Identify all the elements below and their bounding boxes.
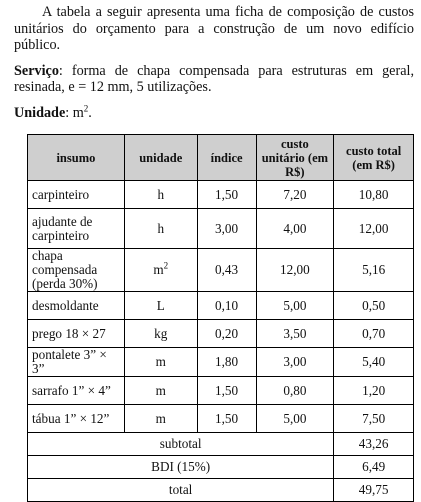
cell-insumo-text: ajudante de carpinteiro [32, 213, 93, 243]
cell-unidade [124, 377, 197, 405]
cell-insumo-text: pontalete 3” × 3” [32, 347, 107, 376]
summary-row-total [28, 479, 414, 502]
unidade-label: Unidade [14, 104, 66, 121]
cell-custo-total-text: 12,00 [358, 220, 389, 236]
cell-indice-text: 1,50 [215, 186, 239, 202]
cell-custo-unitario [256, 249, 334, 292]
cell-insumo [28, 377, 125, 405]
cell-unidade [124, 209, 197, 249]
cell-custo-total [334, 348, 414, 377]
cell-custo-unitario [256, 405, 334, 433]
cell-custo-total [334, 181, 414, 209]
servico-label: Serviço [14, 62, 59, 79]
cell-unidade-text: m [153, 262, 164, 277]
cell-unidade [124, 292, 197, 320]
header-custo-total: custo total (em R$) [334, 135, 414, 181]
table-row [28, 181, 414, 209]
cell-insumo-text: carpinteiro [32, 186, 90, 202]
cell-insumo [28, 249, 125, 292]
header-custo-unitario: custo unitário (em R$) [256, 135, 334, 181]
document-page [14, 4, 414, 121]
cell-custo-unitario-text: 3,00 [283, 354, 307, 369]
cell-insumo-text: desmoldante [32, 297, 99, 313]
table-body [28, 181, 414, 433]
cell-unidade-text: h [157, 220, 165, 236]
unidade-paragraph [14, 102, 414, 122]
cell-insumo [28, 181, 125, 209]
table-row [28, 209, 414, 249]
cell-custo-unitario [256, 348, 334, 377]
cell-indice-text: 0,43 [215, 262, 239, 277]
summary-label: total [28, 479, 334, 502]
cell-custo-total-text: 1,20 [362, 382, 386, 398]
table-row [28, 377, 414, 405]
cell-indice [197, 249, 256, 292]
cell-custo-total [334, 405, 414, 433]
cell-custo-total-text: 10,80 [358, 186, 389, 202]
cell-unidade-text: h [157, 186, 165, 202]
cell-unidade [124, 348, 197, 377]
cell-custo-total [334, 209, 414, 249]
table-row [28, 292, 414, 320]
cell-indice [197, 292, 256, 320]
servico-paragraph [14, 63, 414, 96]
cell-custo-unitario-text: 0,80 [283, 382, 307, 398]
cell-custo-total-text: 5,16 [362, 262, 386, 277]
cell-indice-text: 1,80 [215, 354, 239, 369]
cell-insumo [28, 209, 125, 249]
header-indice: índice [197, 135, 256, 181]
unidade-value: : m [65, 104, 84, 121]
cell-unidade [124, 181, 197, 209]
cell-indice-text: 0,20 [215, 325, 239, 341]
cell-custo-total-text: 0,50 [362, 297, 386, 313]
summary-row-subtotal [28, 433, 414, 456]
cell-custo-total [334, 320, 414, 348]
cell-indice [197, 377, 256, 405]
cell-custo-unitario [256, 292, 334, 320]
unidade-suffix: . [88, 104, 92, 121]
cell-custo-total [334, 292, 414, 320]
unidade-sup: 2 [83, 102, 89, 113]
cell-custo-unitario [256, 209, 334, 249]
cell-indice-text: 1,50 [215, 410, 239, 426]
cell-indice [197, 181, 256, 209]
cell-indice [197, 348, 256, 377]
cell-insumo [28, 320, 125, 348]
cell-indice [197, 405, 256, 433]
cell-unidade-text: m [155, 354, 166, 369]
cell-indice-text: 1,50 [215, 382, 239, 398]
cell-custo-unitario-text: 7,20 [283, 186, 307, 202]
table-header-row [28, 135, 414, 181]
cell-custo-unitario [256, 320, 334, 348]
cell-insumo-text: chapa compensada (perda 30%) [32, 248, 98, 291]
cell-custo-total [334, 249, 414, 292]
cell-insumo-text: tábua 1” × 12” [32, 410, 110, 426]
cell-unidade [124, 405, 197, 433]
summary-value: 43,26 [334, 433, 414, 456]
cost-composition-table [27, 134, 414, 502]
cell-custo-unitario-text: 5,00 [283, 297, 307, 313]
cell-custo-unitario-text: 5,00 [283, 410, 307, 426]
cell-custo-total-text: 5,40 [362, 354, 386, 369]
cell-custo-unitario-text: 12,00 [280, 262, 310, 277]
cell-custo-unitario [256, 377, 334, 405]
cell-unidade-text: m [155, 382, 166, 398]
cell-unidade-sup: 2 [163, 260, 169, 271]
servico-text: : forma de chapa compensada para estruturas em geral, resinada, e = 12 mm, 5 utilizações. [14, 62, 414, 95]
header-unidade: unidade [124, 135, 197, 181]
cell-indice-text: 0,10 [215, 297, 239, 313]
summary-label: subtotal [28, 433, 334, 456]
summary-row-bdi [28, 456, 414, 479]
table-row [28, 249, 414, 292]
intro-paragraph: A tabela a seguir apresenta uma ficha de composição de custos unitários do orçamento para a construção de um novo edifício público. [14, 4, 414, 53]
cell-insumo-text: sarrafo 1” × 4” [32, 382, 111, 398]
cell-custo-total-text: 7,50 [362, 410, 386, 426]
summary-value: 6,49 [334, 456, 414, 479]
cell-indice-text: 3,00 [215, 220, 239, 236]
cell-indice [197, 320, 256, 348]
cell-insumo-text: prego 18 × 27 [32, 325, 106, 341]
table-row [28, 320, 414, 348]
cell-insumo [28, 405, 125, 433]
cell-unidade [124, 249, 197, 292]
cell-custo-unitario-text: 3,50 [283, 325, 307, 341]
cell-indice [197, 209, 256, 249]
summary-value: 49,75 [334, 479, 414, 502]
header-insumo: insumo [28, 135, 125, 181]
cell-insumo [28, 292, 125, 320]
table-row [28, 348, 414, 377]
table-row [28, 405, 414, 433]
cell-custo-unitario-text: 4,00 [283, 220, 307, 236]
cell-unidade-text: L [156, 297, 165, 313]
summary-label: BDI (15%) [28, 456, 334, 479]
cell-custo-unitario [256, 181, 334, 209]
cell-unidade-text: m [155, 410, 166, 426]
cell-unidade-text: kg [154, 325, 168, 341]
cell-custo-total-text: 0,70 [362, 325, 386, 341]
cell-custo-total [334, 377, 414, 405]
cell-insumo [28, 348, 125, 377]
cell-unidade [124, 320, 197, 348]
